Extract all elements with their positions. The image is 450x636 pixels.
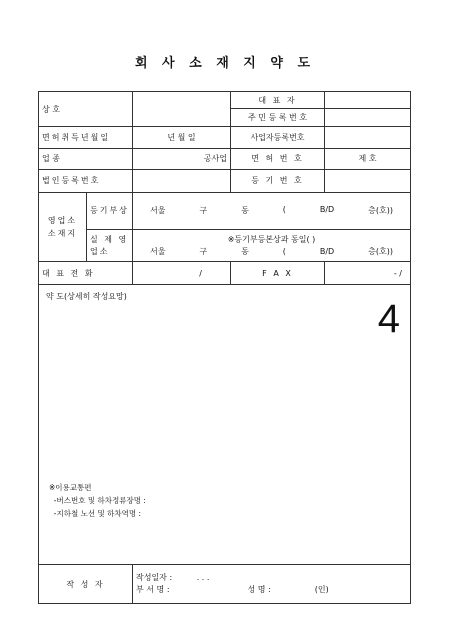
representative-value[interactable] [325, 92, 411, 109]
corp-reg-label: 법인등록번호 [39, 170, 133, 192]
map-area[interactable] [39, 284, 411, 565]
subway-info-line: -지하철 노선 및 하차역명 : [53, 508, 141, 518]
corp-reg-value[interactable] [133, 170, 231, 192]
resident-number-label: 주 민 등 록 번 호 [231, 109, 325, 127]
actual-city: 서울 [150, 246, 166, 256]
industry-label [39, 148, 133, 169]
actual-building: B/D [319, 246, 335, 256]
company-name-value[interactable] [133, 92, 231, 127]
phone-label: 대 표 전 화 [39, 262, 133, 284]
same-as-registry-note: ※등기부등본상과 동일( ) [227, 234, 316, 244]
registry-address-value[interactable] [133, 192, 411, 229]
actual-paren: ( [282, 246, 286, 256]
location-form [38, 91, 410, 604]
author-label: 작 성 자 [39, 565, 133, 604]
fax-label: F A X [231, 262, 325, 284]
registry-number-label: 등 기 번 호 [231, 170, 325, 192]
business-reg-value[interactable] [325, 127, 411, 148]
industry-text: 업 종 [42, 154, 60, 164]
resident-number-value[interactable] [325, 109, 411, 127]
phone-value[interactable]: / [133, 262, 231, 284]
registry-dong: 동 [241, 206, 249, 216]
registry-address-label: 등기부상 [87, 192, 133, 229]
form-table [38, 91, 411, 604]
actual-gu: 구 [199, 246, 208, 256]
written-date-label: 작성일자 : [136, 573, 173, 583]
license-number-label: 면 허 번 호 [231, 148, 325, 169]
business-reg-label: 사업자등록번호 [231, 127, 325, 148]
registry-building: B/D [319, 205, 335, 215]
transit-title: ※이용교통편 [49, 482, 92, 492]
license-date-value[interactable]: 년 월 일 [133, 127, 231, 148]
map-label: 약 도(상세히 작성요망) [46, 291, 127, 301]
fax-value[interactable]: - / [325, 262, 411, 284]
actual-address-value[interactable] [133, 230, 411, 262]
registry-city: 서울 [150, 206, 166, 216]
representative-label: 대 표 자 [231, 92, 325, 109]
company-name-label [39, 92, 133, 127]
author-name-label: 성 명 : [247, 585, 271, 595]
department-label: 부 서 명 : [136, 585, 170, 595]
actual-address-label: 실 제 영업소 [87, 230, 133, 262]
seal-mark: (인) [314, 585, 329, 595]
license-number-value[interactable]: 제 호 [325, 148, 411, 169]
registry-paren: ( [282, 205, 286, 215]
page-number: 4 [377, 296, 400, 341]
location-group-label: 영업소 소재지 [39, 192, 87, 262]
written-date-value[interactable]: . . . [196, 573, 210, 583]
document-title: 회 사 소 재 지 약 도 [134, 56, 316, 71]
company-name-text: 상 호 [42, 104, 60, 114]
transit-info [49, 481, 146, 520]
registry-floor: 층(호)) [368, 206, 393, 216]
actual-dong: 동 [241, 246, 249, 256]
author-details[interactable] [133, 565, 411, 604]
construction-type-value[interactable]: 공사업 [133, 148, 231, 169]
actual-floor: 층(호)) [368, 246, 393, 256]
license-date-label: 면허취득년월일 [39, 127, 133, 148]
bus-info-line: -버스번호 및 하차정류장명 : [53, 495, 146, 505]
registry-number-value[interactable] [325, 170, 411, 192]
registry-gu: 구 [199, 206, 208, 216]
